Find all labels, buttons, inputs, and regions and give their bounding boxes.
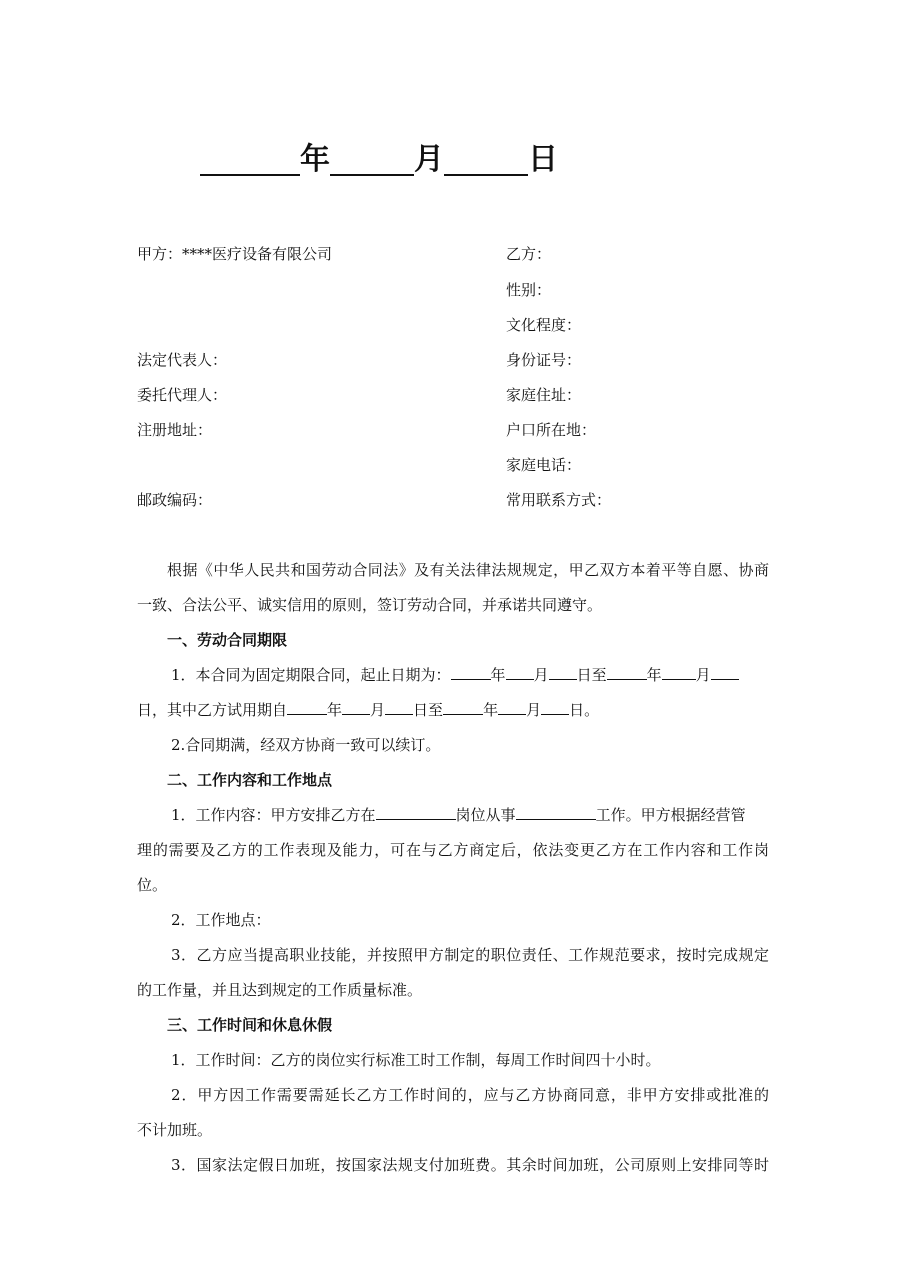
month-blank: [330, 140, 414, 176]
section-2-item-1-line-2: 理的需要及乙方的工作表现及能力，可在与乙方商定后，依法变更乙方在工作内容和工作岗: [137, 841, 769, 859]
section-2-item-1-line-3: 位。: [137, 876, 168, 894]
section-3-item-1: 1．工作时间：乙方的岗位实行标准工时工作制，每周工作时间四十小时。: [171, 1051, 661, 1069]
blank: [385, 699, 413, 715]
party-a-address: 注册地址：: [137, 421, 213, 439]
month-text: 月: [533, 666, 549, 684]
section-3-item-2-line-1: 2．甲方因工作需要需延长乙方工作时间的，应与乙方协商同意，非甲方安排或批准的: [171, 1086, 769, 1104]
blank: [443, 699, 483, 715]
section-1-item-1-line-2: [137, 699, 769, 721]
job-mid-text: 岗位从事: [455, 806, 516, 824]
party-a-postcode: 邮政编码：: [137, 491, 213, 509]
blank: [451, 664, 491, 680]
blank: [607, 664, 647, 680]
party-b-name: 乙方：: [506, 245, 552, 263]
blank: [287, 699, 327, 715]
month-text: 月: [695, 666, 711, 684]
party-a-agent: 委托代理人：: [137, 386, 228, 404]
section-1-heading: 一、劳动合同期限: [167, 631, 288, 649]
party-b-id-number: 身份证号：: [506, 351, 582, 369]
intro-line-2: 一致、合法公平、诚实信用的原则，签订劳动合同，并承诺共同遵守。: [137, 596, 603, 614]
year-blank: [200, 140, 300, 176]
day-to-text: 日至: [576, 666, 607, 684]
blank: [549, 664, 577, 680]
blank: [342, 699, 370, 715]
date-title: [200, 138, 720, 182]
party-b-contact: 常用联系方式：: [506, 491, 612, 509]
day-to-text: 日至: [413, 701, 444, 719]
month-text: 月: [370, 701, 386, 719]
section-2-item-1-line-1: [137, 804, 769, 826]
section-2-heading: 二、工作内容和工作地点: [167, 771, 333, 789]
section-2-item-3-line-1: 3．乙方应当提高职业技能，并按照甲方制定的职位责任、工作规范要求，按时完成规定: [171, 946, 769, 964]
year-text: 年: [327, 701, 343, 719]
job-end-text: 工作。甲方根据经营管: [595, 806, 746, 824]
blank: [498, 699, 526, 715]
section-3-item-2-line-2: 不计加班。: [137, 1121, 213, 1139]
section-2-item-2: 2．工作地点：: [171, 911, 271, 929]
work-blank: [516, 804, 596, 820]
section-1-item-1-line-1: [137, 664, 769, 686]
job-text: 1．工作内容：甲方安排乙方在: [171, 806, 376, 824]
party-b-education: 文化程度：: [506, 316, 582, 334]
party-b-hukou: 户口所在地：: [506, 421, 597, 439]
party-b-home-address: 家庭住址：: [506, 386, 582, 404]
intro-line-1: 根据《中华人民共和国劳动合同法》及有关法律法规规定，甲乙双方本着平等自愿、协商: [167, 561, 769, 579]
party-b-gender: 性别：: [506, 281, 552, 299]
section-2-item-3-line-2: 的工作量，并且达到规定的工作质量标准。: [137, 981, 423, 999]
section-1-item-2: 2.合同期满，经双方协商一致可以续订。: [171, 736, 441, 754]
section-3-heading: 三、工作时间和休息休假: [167, 1016, 333, 1034]
party-a-name: 甲方：****医疗设备有限公司: [137, 245, 333, 263]
probation-text: 日，其中乙方试用期自: [137, 701, 288, 719]
blank: [711, 664, 739, 680]
party-b-home-phone: 家庭电话：: [506, 456, 582, 474]
year-label: 年: [300, 142, 330, 177]
section-3-item-3-line-1: 3．国家法定假日加班，按国家法规支付加班费。其余时间加班，公司原则上安排同等时: [171, 1156, 769, 1174]
blank: [662, 664, 696, 680]
year-text: 年: [646, 666, 662, 684]
blank: [506, 664, 534, 680]
year-text: 年: [483, 701, 499, 719]
position-blank: [376, 804, 456, 820]
end-text: 日。: [569, 701, 600, 719]
party-a-legal-rep: 法定代表人：: [137, 351, 228, 369]
month-label: 月: [414, 142, 444, 177]
day-blank: [444, 140, 528, 176]
year-text: 年: [490, 666, 506, 684]
day-label: 日: [528, 142, 558, 177]
blank: [541, 699, 569, 715]
term-text: 1．本合同为固定期限合同，起止日期为：: [171, 666, 451, 684]
month-text: 月: [526, 701, 542, 719]
